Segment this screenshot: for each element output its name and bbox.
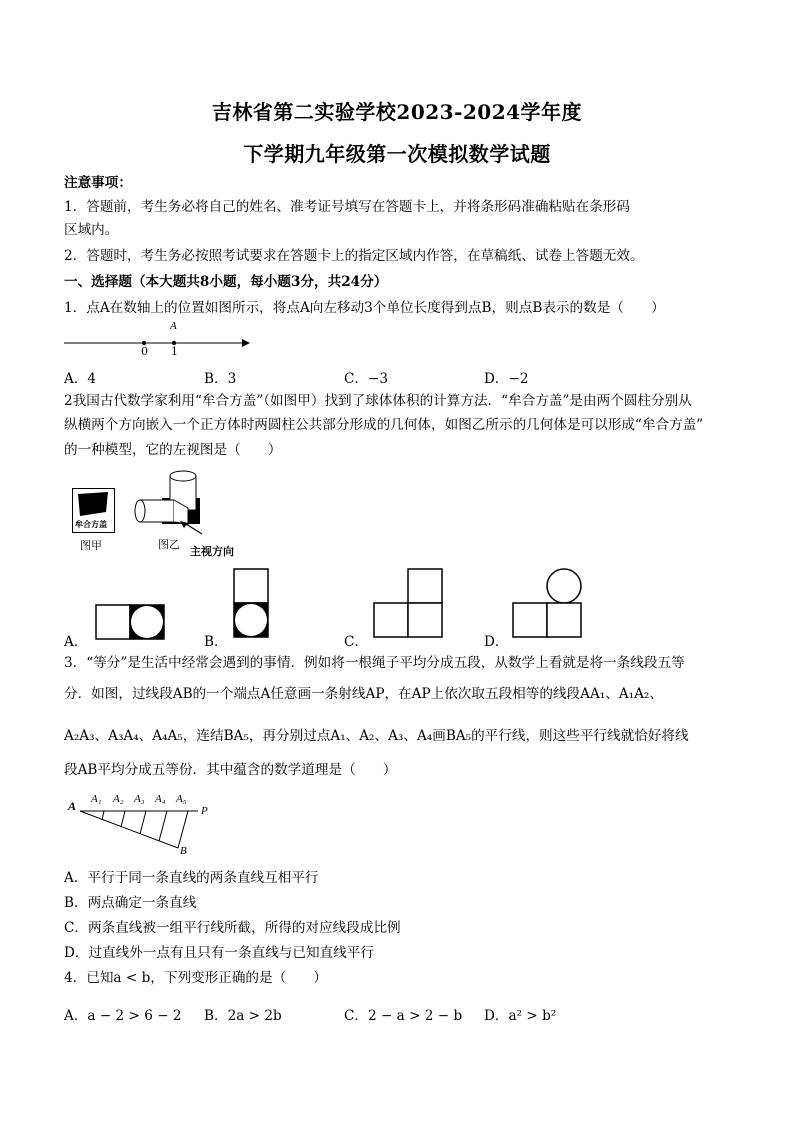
q3-label-a3: A₃ [134,793,145,805]
notice-item2: 2．答题时，考生务必按照考试要求在答题卡上的指定区域内作答，在草稿纸、试卷上答题无效。 [64,248,644,264]
q3-label-a4: A₄ [155,793,166,805]
exam-title-line1: 吉林省第二实验学校2023-2024学年度 [211,100,583,124]
notice-item1-line1: 1．答题前，考生务必将自己的姓名、准考证号填写在答题卡上，并将条形码准确粘贴在条形码 [64,199,630,215]
q3-stem-line2: 分．如图，过线段AB的一个端点A任意画一条射线AP，在AP上依次取五段相等的线段AA₁、A₁A₂、 [64,686,663,702]
q4-option-c[interactable]: C．2 − a > 2 − b [344,1008,463,1024]
q3-option-c[interactable]: C．两条直线被一组平行线所截，所得的对应线段成比例 [64,920,401,936]
q2-option-c-figure[interactable] [373,568,445,642]
q3-stem-line1: 3．“等分”是生活中经常会遇到的事情．例如将一根绳子平均分成五段，从数学上看就是将一条线段五等 [64,655,685,671]
q2-figure-yi [130,466,210,546]
q2-figure-direction: 主视方向 [190,545,234,558]
q2-option-b[interactable]: B． [204,634,228,650]
q2-option-b-figure[interactable] [233,568,273,642]
q3-label-a5: A₅ [176,793,187,805]
q3-label-a1: A₁ [91,793,102,805]
q2-option-d-figure[interactable] [512,568,584,642]
q2-stem-line1: 2我国古代数学家利用“牟合方盖”（如图甲）找到了球体体积的计算方法．“牟合方盖”是由两个圆柱分别从 [64,393,692,409]
q4-option-d[interactable]: D．a² > b² [484,1008,557,1024]
q2-option-a-figure[interactable] [95,604,167,642]
q3-label-b: B [180,845,187,857]
q3-stem-line4: 段AB平均分成五等份．其中蕴含的数学道理是（ ） [64,762,397,778]
q2-figure-jia-text: 牟合方盖 [75,520,107,529]
q4-stem: 4．已知a < b，下列变形正确的是（ ） [64,970,327,986]
q1-number-line [64,322,254,362]
q2-option-c[interactable]: C． [344,634,368,650]
notice-heading: 注意事项： [64,175,132,191]
q1-option-b[interactable]: B．3 [204,371,237,387]
notice-item1-line2: 区域内。 [64,222,119,238]
q2-option-a[interactable]: A． [64,634,88,650]
q3-option-b[interactable]: B．两点确定一条直线 [64,895,197,911]
q1-option-a[interactable]: A．4 [64,371,97,387]
q3-label-a2: A₂ [113,793,124,805]
q3-option-a[interactable]: A．平行于同一条直线的两条直线互相平行 [64,870,319,886]
q1-option-c[interactable]: C．−3 [344,371,389,387]
q4-option-a[interactable]: A．a − 2 > 6 − 2 [64,1008,182,1024]
q3-label-p: P [201,805,208,817]
q1-one-label: 1 [171,345,178,358]
q1-stem: 1．点A在数轴上的位置如图所示，将点A向左移动3个单位长度得到点B，则点B表示的数是（ ） [64,300,665,316]
q4-option-b[interactable]: B．2a > 2b [204,1008,282,1024]
q1-zero-label: 0 [141,345,148,358]
exam-title-line2: 下学期九年级第一次模拟数学试题 [243,142,551,166]
q2-figure-yi-caption: 图乙 [158,538,180,551]
q1-option-d[interactable]: D．−2 [484,371,529,387]
q3-stem-line3: A₂A₃、A₃A₄、A₄A₅，连结BA₅，再分别过点A₁、A₂、A₃、A₄画BA₅的平行线，则这些平行线就恰好将线 [64,728,689,744]
q1-point-a-label: A [170,320,177,332]
section-heading: 一、选择题（本大题共8小题，每小题3分，共24分） [64,274,388,290]
q3-option-d[interactable]: D．过直线外一点有且只有一条直线与已知直线平行 [64,945,374,961]
q2-stem-line3: 的一种模型，它的左视图是（ ） [64,442,282,458]
q2-figure-jia-caption: 图甲 [80,539,102,552]
q3-label-a: A [68,799,77,813]
q2-option-d[interactable]: D． [484,634,509,650]
q2-stem-line2: 纵横两个方向嵌入一个正方体时两圆柱公共部分形成的几何体，如图乙所示的几何体是可以形成“牟合方盖” [64,417,704,433]
